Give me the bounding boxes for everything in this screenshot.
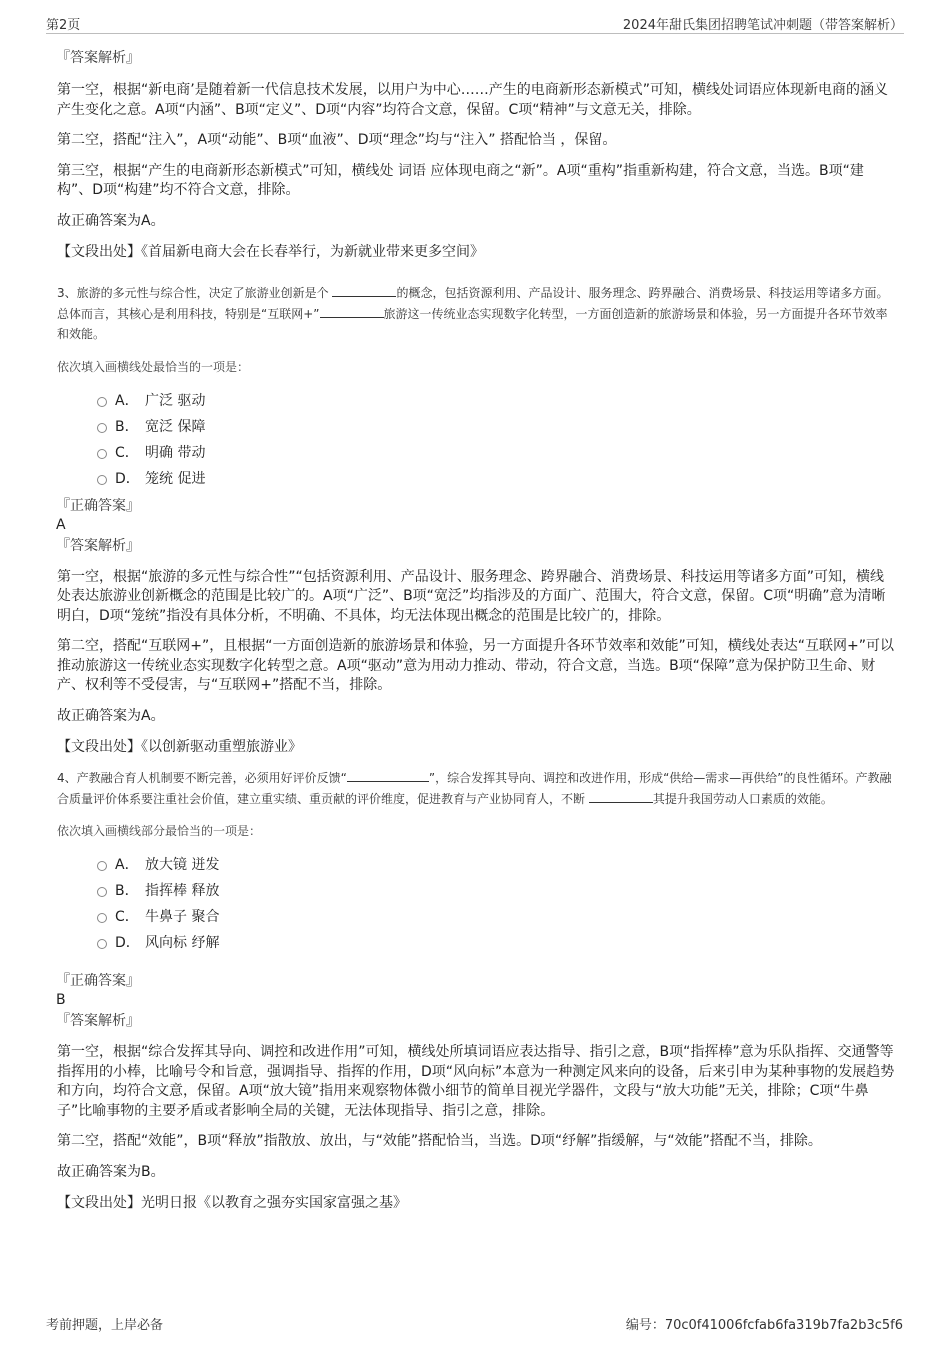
- analysis-paragraph: 第一空，根据“新电商’是随着新一代信息技术发展，以用户为中心……产生的电商新形态新模式”可知，横线处词语应体现新电商的涵义产生变化之意。A项“内涵”、B项“定义”、D项“内容”均符合文意，保留。C项“精神”与文意无关，排除。: [57, 82, 888, 118]
- source-citation: 【文段出处】《首届新电商大会在长春举行，为新就业带来更多空间》: [57, 244, 484, 260]
- question-number: 3、: [57, 286, 77, 300]
- analysis-label: 『答案解析』: [56, 50, 140, 66]
- radio-button[interactable]: [97, 397, 107, 407]
- radio-button[interactable]: [97, 939, 107, 949]
- fill-blank: [347, 769, 429, 782]
- fill-blank: [320, 305, 384, 318]
- option-list: [57, 388, 895, 492]
- question-prompt: 依次填入画横线处最恰当的一项是：: [57, 359, 250, 374]
- option-c[interactable]: C． 明确 带动: [57, 440, 895, 466]
- source-citation: 【文段出处】光明日报《以教育之强夯实国家富强之基》: [57, 1195, 407, 1211]
- answer-conclusion: 故正确答案为A。: [57, 212, 165, 229]
- option-a[interactable]: A． 广泛 驱动: [57, 388, 895, 414]
- analysis-label: 『答案解析』: [56, 1013, 140, 1029]
- analysis-label: 『答案解析』: [56, 537, 140, 554]
- correct-answer-label: 『正确答案』: [56, 497, 140, 514]
- analysis-paragraph: 第二空，搭配“效能”，B项“释放”指散放、放出，与“效能”搭配恰当，当选。D项“纾解”指缓解，与“效能”搭配不当，排除。: [57, 1133, 822, 1149]
- correct-answer: B: [56, 992, 66, 1008]
- option-list: [57, 852, 895, 956]
- question-3: [57, 283, 895, 757]
- answer-conclusion: 故正确答案为B。: [57, 1163, 165, 1180]
- radio-button[interactable]: [97, 887, 107, 897]
- correct-answer-label: 『正确答案』: [56, 973, 140, 989]
- page-number: 第2页: [46, 18, 81, 33]
- document-body: [57, 48, 895, 1213]
- option-b[interactable]: B． 宽泛 保障: [57, 414, 895, 440]
- correct-answer: A: [56, 516, 66, 533]
- question-stem: 3、旅游的多元性与综合性，决定了旅游业创新是个 的概念，包括资源利用、产品设计、服务理念、跨界融合、消费场景、科技运用等诸多方面。总体而言，其核心是利用科技，特别是“互联网+” 旅游这一传统业态实现数字化转型，一方面创造新的旅游场景和体验，另一方面提升各环节效率和效能。: [57, 286, 889, 341]
- fill-blank: [332, 284, 396, 297]
- radio-button[interactable]: [97, 475, 107, 485]
- question-stem: 4、产教融合育人机制要不断完善，必须用好评价反馈“ ”，综合发挥其导向、调控和改进作用，形成“供给—需求—再供给”的良性循环。产教融合质量评价体系要注重社会价值，建立重实绩、重贡献的评价维度，促进教育与产业协同育人，不断 其提升我国劳动人口素质的效能。: [57, 771, 892, 806]
- analysis-paragraph: 第二空，搭配“互联网+”，且根据“一方面创造新的旅游场景和体验，另一方面提升各环节效率和效能”可知，横线处表达“互联网+”可以推动旅游这一传统业态实现数字化转型之意。A项“驱动”意为用动力推动、带动，符合文意，当选。B项“保障”意为保护防卫生命、财产、权利等不受侵害，与“互联网+”搭配不当，排除。: [57, 638, 894, 693]
- analysis-paragraph: 第一空，根据“综合发挥其导向、调控和改进作用”可知，横线处所填词语应表达指导、指引之意，B项“指挥棒”意为乐队指挥、交通警等指挥用的小棒，比喻号令和旨意，强调指导、指挥的作用，D项“风向标”本意为一种测定风来向的设备，后来引申为某种事物的发展趋势和方向，均符合文意，保留。A项“放大镜”指用来观察物体微小细节的简单目视光学器件，文段与“放大功能”无关，排除；C项“牛鼻子”比喻事物的主要矛盾或者影响全局的关键，无法体现指导、指引之意，排除。: [57, 1044, 895, 1119]
- analysis-paragraph: 第一空，根据“旅游的多元性与综合性”“包括资源利用、产品设计、服务理念、跨界融合、消费场景、科技运用等诸多方面”可知，横线处表达旅游业创新概念的范围是比较广的。A项“广泛”、B项“宽泛”均指涉及的方面广、范围大，符合文意，保留。C项“明确”意为清晰明白，D项“笼统”指没有具体分析，不明确、不具体，均无法体现出概念的范围是比较广的，排除。: [57, 568, 886, 624]
- option-d[interactable]: D． 笼统 促进: [57, 466, 895, 492]
- document-title: 2024年甜氏集团招聘笔试冲刺题（带答案解析）: [622, 18, 903, 33]
- analysis-paragraph: 第三空，根据“产生的电商新形态新模式”可知，横线处 词语 应体现电商之“新”。A项“重构”指重新构建，符合文意，当选。B项“建构”、D项“构建”均不符合文意，排除。: [57, 162, 864, 198]
- radio-button[interactable]: [97, 861, 107, 871]
- question-number: 4、: [57, 771, 77, 785]
- q2-analysis-section: [57, 48, 895, 262]
- page-header: [0, 0, 950, 34]
- option-c[interactable]: C． 牛鼻子 聚合: [57, 904, 895, 930]
- question-prompt: 依次填入画横线部分最恰当的一项是：: [57, 824, 262, 838]
- radio-button[interactable]: [97, 423, 107, 433]
- fill-blank: [589, 790, 653, 803]
- footer-serial: 编号：70c0f41006fcfab6fa319b7fa2b3c5f6: [625, 1318, 903, 1333]
- radio-button[interactable]: [97, 449, 107, 459]
- footer-slogan: 考前押题，上岸必备: [46, 1318, 164, 1333]
- option-b[interactable]: B． 指挥棒 释放: [57, 878, 895, 904]
- answer-conclusion: 故正确答案为A。: [57, 707, 165, 724]
- option-a[interactable]: A． 放大镜 迸发: [57, 852, 895, 878]
- option-d[interactable]: D． 风向标 纾解: [57, 930, 895, 956]
- radio-button[interactable]: [97, 913, 107, 923]
- source-citation: 【文段出处】《以创新驱动重塑旅游业》: [57, 739, 302, 755]
- analysis-paragraph: 第二空，搭配“注入”，A项“动能”、B项“血液”、D项“理念”均与“注入” 搭配恰当 ，保留。: [57, 132, 617, 148]
- question-4: [57, 768, 895, 1213]
- header-divider: [46, 33, 904, 34]
